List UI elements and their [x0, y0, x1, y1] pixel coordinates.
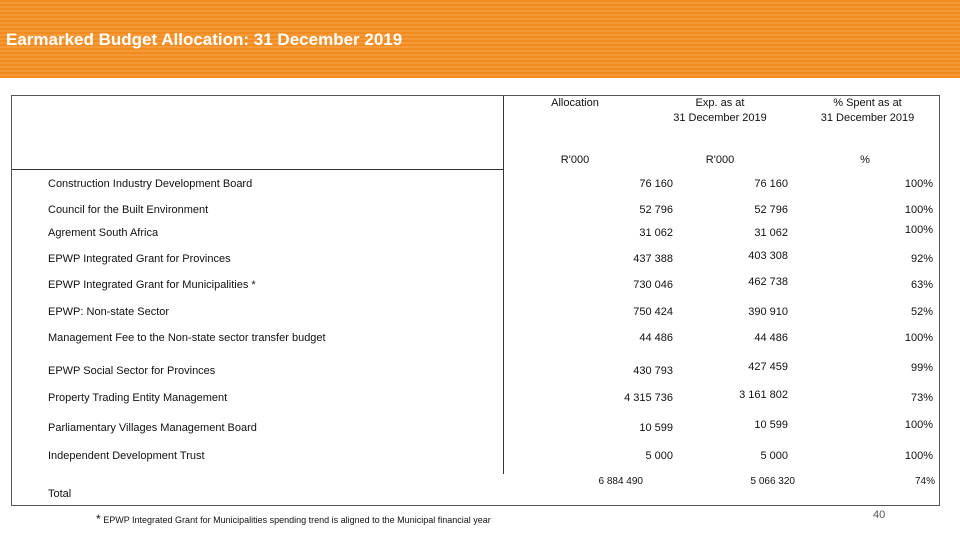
row-allocation: 4 315 736 [624, 392, 673, 404]
unit-spent: % [860, 154, 870, 166]
table-row [48, 178, 933, 198]
row-allocation: 76 160 [639, 178, 673, 190]
row-label: Property Trading Entity Management [48, 392, 228, 404]
row-allocation: 10 599 [639, 422, 673, 434]
row-spent: 73% [910, 392, 933, 404]
table-row [48, 204, 933, 224]
row-expenditure: 52 796 [754, 204, 788, 216]
row-allocation: 437 388 [633, 253, 673, 265]
header-spent-line2: 31 December 2019 [820, 112, 915, 124]
row-expenditure: 427 459 [748, 361, 788, 373]
row-allocation: 5 000 [645, 450, 673, 462]
row-expenditure: 44 486 [754, 332, 788, 344]
row-allocation: 730 046 [633, 279, 673, 291]
table-row [48, 419, 933, 442]
row-expenditure: 5 000 [760, 450, 788, 462]
header-expenditure-line2: 31 December 2019 [673, 112, 767, 124]
row-allocation: 52 796 [639, 204, 673, 216]
table-row [48, 224, 933, 247]
row-allocation: 750 424 [633, 306, 673, 318]
row-label: Agrement South Africa [48, 227, 159, 239]
table-row [48, 332, 933, 352]
footnote-marker: * [96, 512, 101, 526]
header-rule [12, 169, 504, 170]
row-spent: 100% [904, 224, 933, 236]
row-allocation: 430 793 [633, 365, 673, 377]
row-allocation: 44 486 [639, 332, 673, 344]
footnote-text: EPWP Integrated Grant for Municipalities spending trend is aligned to the Municipal financial year [103, 515, 491, 525]
table-row [48, 250, 933, 273]
header-spent-line1: % Spent as at [833, 97, 902, 109]
header-expenditure [655, 96, 785, 126]
row-expenditure: 390 910 [748, 306, 788, 318]
table-row [48, 306, 933, 326]
row-label: Construction Industry Development Board [48, 178, 253, 190]
row-spent: 100% [904, 450, 933, 462]
table-row [48, 450, 933, 470]
row-spent: 99% [910, 362, 933, 374]
table-frame [11, 95, 940, 506]
row-label: EPWP Integrated Grant for Municipalities * [48, 279, 256, 291]
unit-expenditure: R'000 [705, 154, 735, 166]
row-spent: 63% [910, 279, 933, 291]
page-number: 40 [873, 509, 886, 521]
row-allocation: 31 062 [639, 227, 673, 239]
row-spent: 92% [910, 253, 933, 265]
row-expenditure: 403 308 [748, 250, 788, 262]
row-expenditure: 3 161 802 [739, 389, 788, 401]
row-expenditure: 10 599 [754, 419, 788, 431]
row-spent: 100% [904, 178, 933, 190]
row-label: Independent Development Trust [48, 450, 205, 462]
row-label: Council for the Built Environment [48, 204, 209, 216]
row-spent: 100% [904, 204, 933, 216]
row-spent: 52% [910, 306, 933, 318]
row-label: EPWP: Non-state Sector [48, 306, 170, 318]
header-expenditure-line1: Exp. as at [695, 97, 745, 109]
row-label: EPWP Social Sector for Provinces [48, 365, 216, 377]
row-label: Management Fee to the Non-state sector transfer budget [48, 332, 326, 344]
header-spent [800, 96, 935, 126]
footnote [96, 512, 491, 526]
row-expenditure: 76 160 [754, 178, 788, 190]
header-divider-left [503, 96, 504, 170]
table-row [48, 276, 933, 299]
total-label: Total [48, 488, 72, 500]
row-spent: 100% [904, 332, 933, 344]
row-label: EPWP Integrated Grant for Provinces [48, 253, 231, 265]
total-spent: 74% [914, 476, 935, 487]
row-label: Parliamentary Villages Management Board [48, 422, 257, 434]
total-allocation: 6 884 490 [598, 476, 643, 487]
page-title: Earmarked Budget Allocation: 31 December 2019 [6, 30, 403, 49]
header-allocation: Allocation [551, 97, 599, 109]
row-expenditure: 31 062 [754, 227, 788, 239]
table-row [48, 389, 933, 412]
table-row [48, 361, 933, 385]
total-expenditure: 5 066 320 [750, 476, 795, 487]
title-banner [0, 0, 960, 78]
row-spent: 100% [904, 419, 933, 431]
unit-allocation: R'000 [560, 154, 590, 166]
row-expenditure: 462 738 [748, 276, 788, 288]
